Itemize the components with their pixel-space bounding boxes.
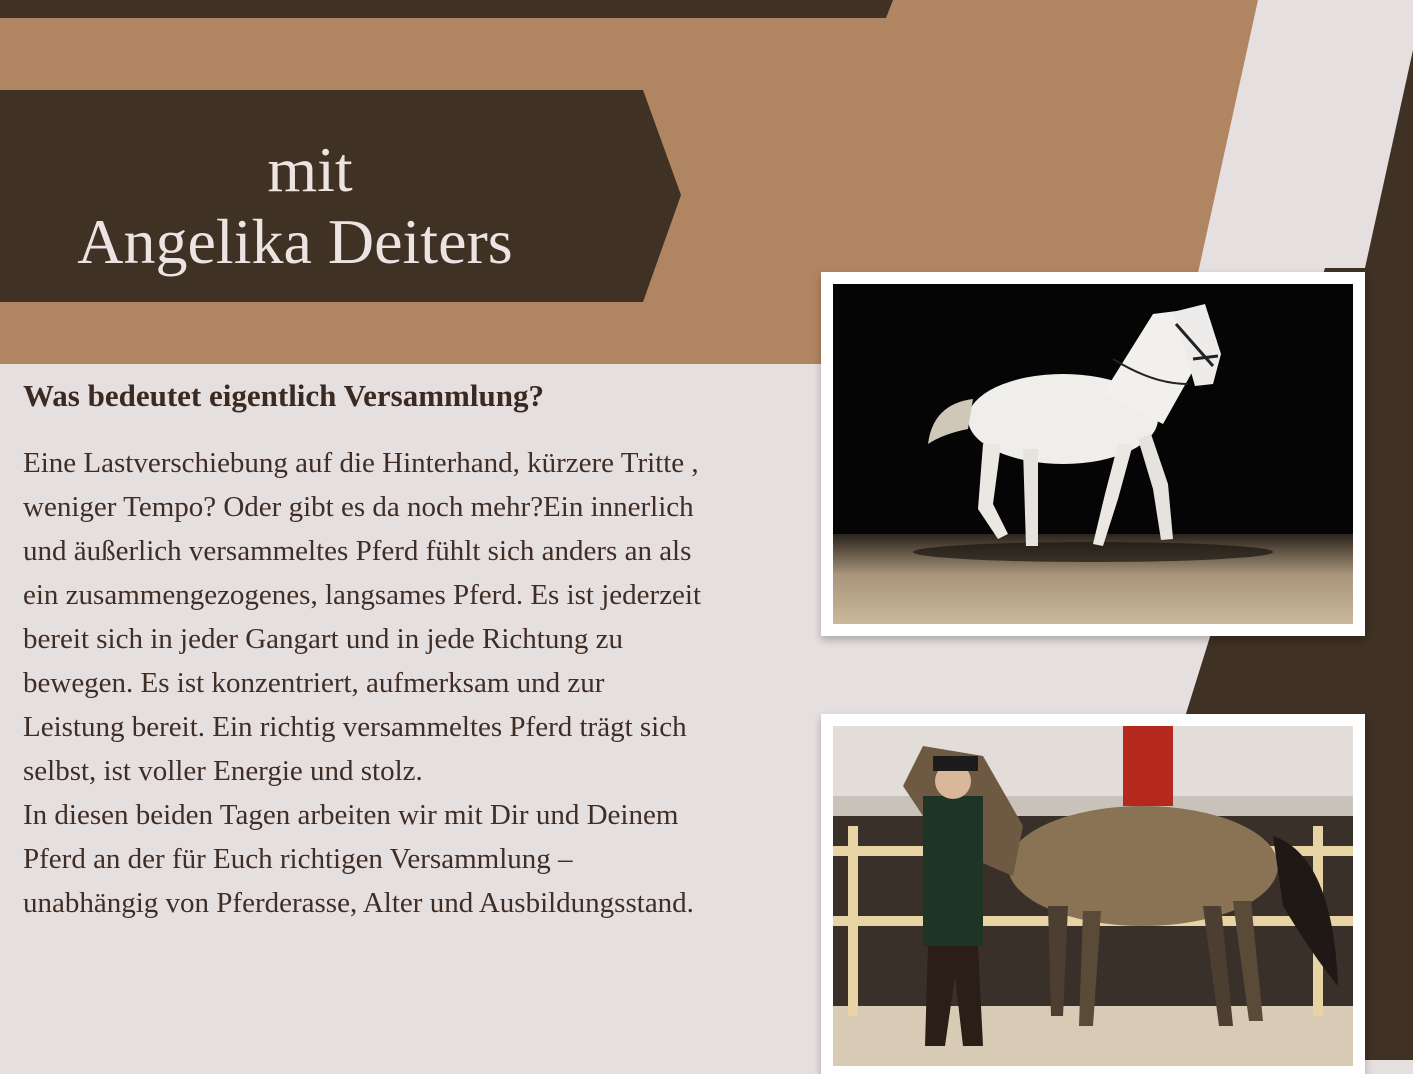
paragraph-1: Eine Lastverschiebung auf die Hinterhand, kürzere Tritte , weniger Tempo? Oder gibt es da noch mehr?Ein innerlich und äußerlich versammeltes Pferd fühlt sich anders an als ein zusammengezogenes, langsames Pferd. Es ist jederzeit bereit sich in jeder Gangart und in jede Richtung zu bewegen. Es ist konzentriert, aufmerksam und zur Leistung bereit. Ein richtig versammeltes Pferd trägt sich selbst, ist voller Energie und stolz.: [23, 447, 702, 787]
horse-in-hand-image: [833, 726, 1353, 1066]
top-dark-strip: [0, 0, 893, 18]
paragraph-2: In diesen beiden Tagen arbeiten wir mit Dir und Deinem Pferd an der für Euch richtigen Versammlung – unabhängig von Pferderasse, Alter und Ausbildungsstand.: [23, 799, 694, 919]
section-heading: Was bedeutet eigentlich Versammlung?: [23, 378, 544, 413]
white-horse-image: [833, 284, 1353, 624]
horse-in-hand-photo: [821, 714, 1365, 1074]
title-line-1: mit: [267, 134, 353, 205]
title-line-2: Angelika Deiters: [77, 206, 513, 277]
white-horse-photo: [821, 272, 1365, 636]
body-text: [23, 441, 713, 925]
